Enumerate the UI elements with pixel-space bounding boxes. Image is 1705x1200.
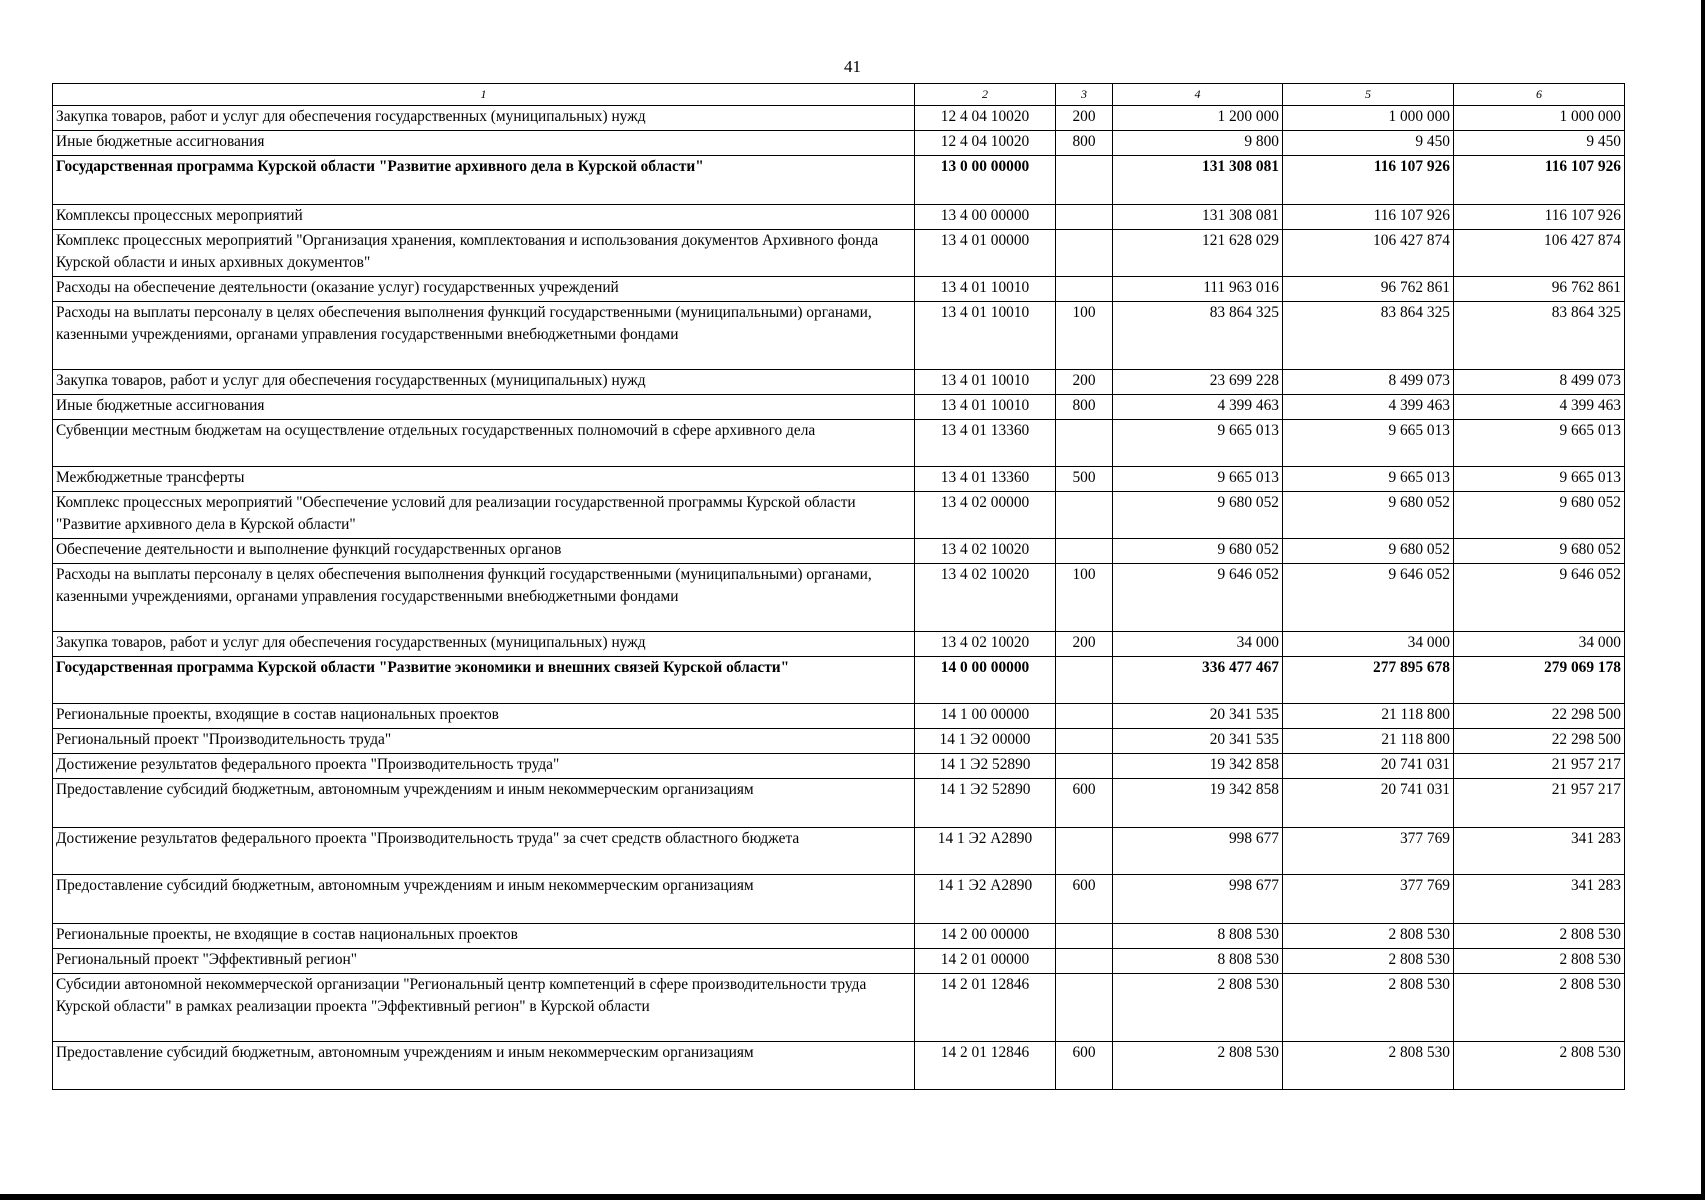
row-value-2: 116 107 926 [1283, 156, 1454, 205]
row-value-3: 9 665 013 [1454, 467, 1625, 492]
row-value-3: 9 665 013 [1454, 420, 1625, 467]
row-code: 14 1 00 00000 [915, 704, 1056, 729]
row-name: Региональные проекты, входящие в состав национальных проектов [53, 704, 915, 729]
column-header-3: 3 [1056, 84, 1113, 106]
row-value-3: 96 762 861 [1454, 277, 1625, 302]
table-row [53, 106, 1625, 131]
row-code: 13 4 01 10010 [915, 277, 1056, 302]
row-value-1: 9 680 052 [1113, 492, 1283, 539]
table-row [53, 302, 1625, 370]
row-value-1: 131 308 081 [1113, 205, 1283, 230]
row-value-2: 1 000 000 [1283, 106, 1454, 131]
row-name: Иные бюджетные ассигнования [53, 395, 915, 420]
row-type: 800 [1056, 395, 1113, 420]
row-code: 13 4 01 13360 [915, 467, 1056, 492]
page-number: 41 [844, 57, 861, 76]
column-header-5: 5 [1283, 84, 1454, 106]
table-row [53, 370, 1625, 395]
row-value-1: 111 963 016 [1113, 277, 1283, 302]
row-code: 14 2 01 12846 [915, 974, 1056, 1042]
row-code: 14 1 Э2 52890 [915, 779, 1056, 828]
table-row [53, 632, 1625, 657]
table-row [53, 974, 1625, 1042]
row-value-2: 9 680 052 [1283, 539, 1454, 564]
row-type: 600 [1056, 779, 1113, 828]
row-name: Закупка товаров, работ и услуг для обеспечения государственных (муниципальных) нужд [53, 632, 915, 657]
table-row [53, 754, 1625, 779]
row-type [1056, 277, 1113, 302]
row-value-2: 21 118 800 [1283, 704, 1454, 729]
row-name: Расходы на выплаты персоналу в целях обеспечения выполнения функций государственными (муниципальными) органами, казенными учреждениями, органами управления государственными внебюджетными фондами [53, 564, 915, 632]
row-value-2: 2 808 530 [1283, 1042, 1454, 1090]
row-name: Обеспечение деятельности и выполнение функций государственных органов [53, 539, 915, 564]
row-value-3: 106 427 874 [1454, 230, 1625, 277]
table-row [53, 875, 1625, 924]
row-value-2: 377 769 [1283, 828, 1454, 875]
row-value-3: 22 298 500 [1454, 729, 1625, 754]
row-value-2: 9 646 052 [1283, 564, 1454, 632]
row-type [1056, 924, 1113, 949]
row-value-1: 9 665 013 [1113, 467, 1283, 492]
row-code: 14 2 01 12846 [915, 1042, 1056, 1090]
row-name: Комплекс процессных мероприятий "Организация хранения, комплектования и использования документов Архивного фонда Курской области и иных архивных документов" [53, 230, 915, 277]
row-type: 600 [1056, 875, 1113, 924]
row-name: Региональный проект "Производительность труда" [53, 729, 915, 754]
row-value-1: 4 399 463 [1113, 395, 1283, 420]
table-header-row [53, 84, 1625, 106]
row-value-3: 21 957 217 [1454, 754, 1625, 779]
row-type [1056, 754, 1113, 779]
table-row [53, 704, 1625, 729]
row-value-2: 20 741 031 [1283, 779, 1454, 828]
table-row [53, 779, 1625, 828]
row-value-3: 4 399 463 [1454, 395, 1625, 420]
row-code: 14 1 Э2 А2890 [915, 875, 1056, 924]
row-name: Государственная программа Курской области "Развитие архивного дела в Курской области" [53, 156, 915, 205]
row-name: Субвенции местным бюджетам на осуществление отдельных государственных полномочий в сфере архивного дела [53, 420, 915, 467]
row-type [1056, 828, 1113, 875]
row-value-2: 2 808 530 [1283, 924, 1454, 949]
row-type: 800 [1056, 131, 1113, 156]
column-header-4: 4 [1113, 84, 1283, 106]
table-row [53, 924, 1625, 949]
row-type: 200 [1056, 106, 1113, 131]
column-header-6: 6 [1454, 84, 1625, 106]
row-value-1: 20 341 535 [1113, 704, 1283, 729]
row-value-1: 34 000 [1113, 632, 1283, 657]
row-code: 13 4 01 10010 [915, 395, 1056, 420]
table-row [53, 277, 1625, 302]
row-value-2: 9 665 013 [1283, 420, 1454, 467]
row-type [1056, 729, 1113, 754]
row-value-2: 8 499 073 [1283, 370, 1454, 395]
row-value-2: 377 769 [1283, 875, 1454, 924]
row-value-3: 2 808 530 [1454, 1042, 1625, 1090]
column-header-2: 2 [915, 84, 1056, 106]
row-value-3: 116 107 926 [1454, 205, 1625, 230]
row-value-3: 22 298 500 [1454, 704, 1625, 729]
row-type: 500 [1056, 467, 1113, 492]
row-value-3: 279 069 178 [1454, 657, 1625, 704]
row-value-2: 277 895 678 [1283, 657, 1454, 704]
row-value-3: 21 957 217 [1454, 779, 1625, 828]
row-value-1: 9 665 013 [1113, 420, 1283, 467]
row-value-3: 8 499 073 [1454, 370, 1625, 395]
row-name: Достижение результатов федерального проекта "Производительность труда" [53, 754, 915, 779]
row-value-3: 2 808 530 [1454, 924, 1625, 949]
row-value-3: 341 283 [1454, 875, 1625, 924]
row-type [1056, 492, 1113, 539]
row-name: Комплекс процессных мероприятий "Обеспечение условий для реализации государственной программы Курской области "Развитие архивного дела в Курской области" [53, 492, 915, 539]
row-code: 13 4 02 10020 [915, 564, 1056, 632]
row-value-1: 121 628 029 [1113, 230, 1283, 277]
row-code: 12 4 04 10020 [915, 106, 1056, 131]
row-value-3: 9 646 052 [1454, 564, 1625, 632]
row-type: 100 [1056, 564, 1113, 632]
row-code: 14 1 Э2 А2890 [915, 828, 1056, 875]
row-value-1: 9 680 052 [1113, 539, 1283, 564]
row-type [1056, 657, 1113, 704]
row-value-3: 2 808 530 [1454, 949, 1625, 974]
row-value-1: 19 342 858 [1113, 754, 1283, 779]
row-value-2: 96 762 861 [1283, 277, 1454, 302]
row-name: Закупка товаров, работ и услуг для обеспечения государственных (муниципальных) нужд [53, 370, 915, 395]
row-code: 13 4 01 00000 [915, 230, 1056, 277]
row-code: 13 4 01 10010 [915, 370, 1056, 395]
row-name: Расходы на обеспечение деятельности (оказание услуг) государственных учреждений [53, 277, 915, 302]
row-value-2: 106 427 874 [1283, 230, 1454, 277]
row-value-2: 83 864 325 [1283, 302, 1454, 370]
row-value-1: 998 677 [1113, 828, 1283, 875]
row-name: Государственная программа Курской области "Развитие экономики и внешних связей Курской области" [53, 657, 915, 704]
row-type [1056, 704, 1113, 729]
row-type: 600 [1056, 1042, 1113, 1090]
row-name: Межбюджетные трансферты [53, 467, 915, 492]
table-row [53, 492, 1625, 539]
table-row-program [53, 657, 1625, 704]
row-value-1: 20 341 535 [1113, 729, 1283, 754]
row-name: Предоставление субсидий бюджетным, автономным учреждениям и иным некоммерческим организациям [53, 1042, 915, 1090]
row-type [1056, 974, 1113, 1042]
row-type [1056, 230, 1113, 277]
row-code: 13 4 00 00000 [915, 205, 1056, 230]
budget-table [52, 83, 1625, 1090]
row-value-2: 2 808 530 [1283, 974, 1454, 1042]
row-code: 14 1 Э2 52890 [915, 754, 1056, 779]
row-value-2: 20 741 031 [1283, 754, 1454, 779]
row-name: Расходы на выплаты персоналу в целях обеспечения выполнения функций государственными (муниципальными) органами, казенными учреждениями, органами управления государственными внебюджетными фондами [53, 302, 915, 370]
row-code: 14 0 00 00000 [915, 657, 1056, 704]
row-code: 14 2 00 00000 [915, 924, 1056, 949]
table-row [53, 467, 1625, 492]
row-value-1: 998 677 [1113, 875, 1283, 924]
row-value-3: 34 000 [1454, 632, 1625, 657]
table-row [53, 395, 1625, 420]
row-value-1: 83 864 325 [1113, 302, 1283, 370]
table-row [53, 1042, 1625, 1090]
table-row-program [53, 156, 1625, 205]
row-type [1056, 420, 1113, 467]
row-value-3: 2 808 530 [1454, 974, 1625, 1042]
row-name: Субсидии автономной некоммерческой организации "Региональный центр компетенций в сфере производительности труда Курской области" в рамках реализации проекта "Эффективный регион" в Курской области [53, 974, 915, 1042]
row-value-2: 9 665 013 [1283, 467, 1454, 492]
table-row [53, 729, 1625, 754]
row-type [1056, 205, 1113, 230]
row-value-1: 2 808 530 [1113, 974, 1283, 1042]
row-code: 14 2 01 00000 [915, 949, 1056, 974]
row-value-2: 9 680 052 [1283, 492, 1454, 539]
row-value-1: 9 800 [1113, 131, 1283, 156]
row-value-1: 1 200 000 [1113, 106, 1283, 131]
row-value-1: 336 477 467 [1113, 657, 1283, 704]
row-code: 14 1 Э2 00000 [915, 729, 1056, 754]
row-type: 200 [1056, 632, 1113, 657]
table-row [53, 564, 1625, 632]
row-value-1: 9 646 052 [1113, 564, 1283, 632]
table-row [53, 205, 1625, 230]
row-type [1056, 949, 1113, 974]
column-header-1: 1 [53, 84, 915, 106]
row-value-3: 116 107 926 [1454, 156, 1625, 205]
table-row [53, 230, 1625, 277]
row-value-2: 21 118 800 [1283, 729, 1454, 754]
row-name: Предоставление субсидий бюджетным, автономным учреждениям и иным некоммерческим организациям [53, 875, 915, 924]
table-row [53, 539, 1625, 564]
row-value-3: 9 680 052 [1454, 539, 1625, 564]
row-name: Региональный проект "Эффективный регион" [53, 949, 915, 974]
row-value-3: 9 450 [1454, 131, 1625, 156]
row-value-2: 116 107 926 [1283, 205, 1454, 230]
row-value-1: 8 808 530 [1113, 949, 1283, 974]
row-value-1: 2 808 530 [1113, 1042, 1283, 1090]
row-value-3: 341 283 [1454, 828, 1625, 875]
row-value-2: 4 399 463 [1283, 395, 1454, 420]
row-code: 13 4 02 10020 [915, 539, 1056, 564]
row-value-3: 9 680 052 [1454, 492, 1625, 539]
row-value-1: 8 808 530 [1113, 924, 1283, 949]
row-code: 13 0 00 00000 [915, 156, 1056, 205]
row-type: 100 [1056, 302, 1113, 370]
table-row [53, 420, 1625, 467]
row-name: Иные бюджетные ассигнования [53, 131, 915, 156]
row-name: Предоставление субсидий бюджетным, автономным учреждениям и иным некоммерческим организациям [53, 779, 915, 828]
row-code: 13 4 01 10010 [915, 302, 1056, 370]
row-name: Достижение результатов федерального проекта "Производительность труда" за счет средств областного бюджета [53, 828, 915, 875]
row-value-1: 19 342 858 [1113, 779, 1283, 828]
row-value-2: 2 808 530 [1283, 949, 1454, 974]
row-type [1056, 156, 1113, 205]
row-type [1056, 539, 1113, 564]
row-name: Региональные проекты, не входящие в состав национальных проектов [53, 924, 915, 949]
row-type: 200 [1056, 370, 1113, 395]
row-value-3: 83 864 325 [1454, 302, 1625, 370]
row-name: Закупка товаров, работ и услуг для обеспечения государственных (муниципальных) нужд [53, 106, 915, 131]
row-value-1: 131 308 081 [1113, 156, 1283, 205]
row-value-1: 23 699 228 [1113, 370, 1283, 395]
table-row [53, 949, 1625, 974]
table-row [53, 828, 1625, 875]
row-code: 13 4 02 00000 [915, 492, 1056, 539]
row-value-2: 9 450 [1283, 131, 1454, 156]
row-name: Комплексы процессных мероприятий [53, 205, 915, 230]
row-code: 12 4 04 10020 [915, 131, 1056, 156]
row-value-2: 34 000 [1283, 632, 1454, 657]
table-row [53, 131, 1625, 156]
row-code: 13 4 01 13360 [915, 420, 1056, 467]
row-code: 13 4 02 10020 [915, 632, 1056, 657]
row-value-3: 1 000 000 [1454, 106, 1625, 131]
